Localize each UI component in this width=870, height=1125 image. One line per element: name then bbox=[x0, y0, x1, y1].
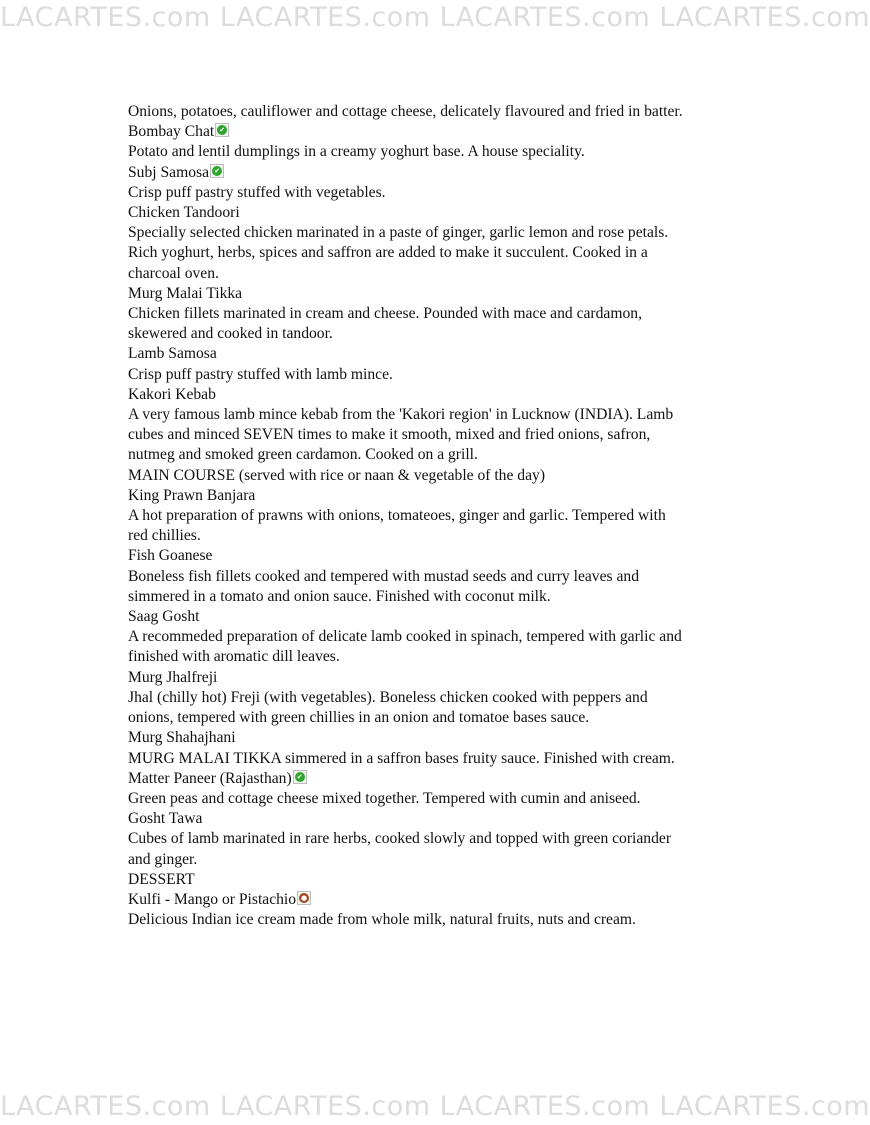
menu-item-title bbox=[128, 163, 740, 183]
menu-list bbox=[128, 102, 740, 930]
nuts-symbol: ● bbox=[300, 893, 308, 902]
watermark-top: LACARTES.com LACARTES.com LACARTES.com LACARTES.com bbox=[0, 2, 870, 33]
menu-item-title bbox=[128, 546, 740, 566]
menu-item-name: Murg Shahajhani bbox=[128, 729, 236, 747]
menu-item-title bbox=[128, 890, 740, 910]
menu-item-name: Matter Paneer (Rajasthan) bbox=[128, 769, 292, 787]
menu-item-title bbox=[128, 728, 740, 748]
menu-item-name: King Prawn Banjara bbox=[128, 486, 256, 504]
item-description-line: simmered in a tomato and onion sauce. Finished with coconut milk. bbox=[128, 587, 551, 605]
menu-item-name: Kulfi - Mango or Pistachio bbox=[128, 890, 297, 908]
menu-item-title bbox=[128, 870, 740, 890]
veg-icon bbox=[293, 770, 307, 784]
watermark-bottom: LACARTES.com LACARTES.com LACARTES.com LACARTES.com bbox=[0, 1091, 870, 1122]
item-description-line: Green peas and cottage cheese mixed together. Tempered with cumin and aniseed. bbox=[128, 789, 641, 807]
menu-item-name: Saag Gosht bbox=[128, 608, 200, 626]
menu-item-name: Chicken Tandoori bbox=[128, 204, 240, 222]
item-description-line: Boneless fish fillets cooked and tempered with mustad seeds and curry leaves and bbox=[128, 567, 639, 585]
menu-item-name: Bombay Chat bbox=[128, 123, 215, 141]
item-description-line: Delicious Indian ice cream made from whole milk, natural fruits, nuts and cream. bbox=[128, 911, 636, 929]
menu-item-title bbox=[128, 385, 740, 405]
menu-item-title bbox=[128, 284, 740, 304]
item-description-line: Specially selected chicken marinated in a paste of ginger, garlic lemon and rose petals. bbox=[128, 224, 669, 242]
item-description-line: A hot preparation of prawns with onions, tomateoes, ginger and garlic. Tempered with bbox=[128, 507, 666, 525]
item-description-line: Rich yoghurt, herbs, spices and saffron are added to make it succulent. Cooked in a bbox=[128, 244, 648, 262]
item-description-line: and ginger. bbox=[128, 850, 198, 868]
veg-icon bbox=[210, 164, 224, 178]
item-description-line: A very famous lamb mince kebab from the 'Kakori region' in Lucknow (INDIA). Lamb bbox=[128, 406, 674, 424]
menu-item-name: Kakori Kebab bbox=[128, 385, 216, 403]
menu-item-name: DESSERT bbox=[128, 870, 195, 888]
item-description-line: charcoal oven. bbox=[128, 264, 219, 282]
menu-item-name: Murg Jhalfreji bbox=[128, 668, 218, 686]
menu-item-name: Fish Goanese bbox=[128, 547, 213, 565]
item-description-line: finished with aromatic dill leaves. bbox=[128, 648, 340, 666]
menu-item-title bbox=[128, 122, 740, 142]
menu-item-title bbox=[128, 607, 740, 627]
menu-item-name: Murg Malai Tikka bbox=[128, 284, 243, 302]
menu-item-title bbox=[128, 486, 740, 506]
menu-item-name: Gosht Tawa bbox=[128, 810, 203, 828]
item-description-line: onions, tempered with green chillies in an onion and tomatoe bases sauce. bbox=[128, 709, 590, 727]
item-description-line: A recommeded preparation of delicate lamb cooked in spinach, tempered with garlic and bbox=[128, 628, 682, 646]
menu-item-name: Lamb Samosa bbox=[128, 345, 217, 363]
menu-item-title bbox=[128, 344, 740, 364]
item-description-line: Chicken fillets marinated in cream and cheese. Pounded with mace and cardamon, bbox=[128, 305, 642, 323]
item-description-line: MURG MALAI TIKKA simmered in a saffron bases fruity sauce. Finished with cream. bbox=[128, 749, 675, 767]
item-description-line: cubes and minced SEVEN times to make it smooth, mixed and fried onions, safron, bbox=[128, 426, 651, 444]
item-description-line: Onions, potatoes, cauliflower and cottage cheese, delicately flavoured and fried in batter. bbox=[128, 103, 683, 120]
menu-item-title bbox=[128, 769, 740, 789]
veg-icon bbox=[215, 123, 229, 137]
item-description-line: Jhal (chilly hot) Freji (with vegetables). Boneless chicken cooked with peppers and bbox=[128, 688, 648, 706]
check-symbol: ✔ bbox=[295, 772, 305, 782]
item-description-line: Crisp puff pastry stuffed with lamb mince. bbox=[128, 365, 393, 383]
item-description-line: Cubes of lamb marinated in rare herbs, cooked slowly and topped with green coriander bbox=[128, 830, 672, 848]
item-description-line: Potato and lentil dumplings in a creamy yoghurt base. A house speciality. bbox=[128, 143, 585, 161]
item-description-line: nutmeg and smoked green cardamon. Cooked on a grill. bbox=[128, 446, 478, 464]
menu-item-title bbox=[128, 203, 740, 223]
menu-item-name: Subj Samosa bbox=[128, 163, 210, 181]
nuts-icon bbox=[297, 891, 311, 905]
item-description-line: red chillies. bbox=[128, 527, 201, 545]
menu-item-title bbox=[128, 668, 740, 688]
check-symbol: ✔ bbox=[217, 125, 227, 135]
menu-item-name: MAIN COURSE (served with rice or naan & vegetable of the day) bbox=[128, 466, 546, 484]
item-description-line: Crisp puff pastry stuffed with vegetables. bbox=[128, 183, 386, 201]
menu-item-title bbox=[128, 466, 740, 486]
check-symbol: ✔ bbox=[212, 166, 222, 176]
menu-item-title bbox=[128, 809, 740, 829]
item-description-line: skewered and cooked in tandoor. bbox=[128, 325, 333, 343]
